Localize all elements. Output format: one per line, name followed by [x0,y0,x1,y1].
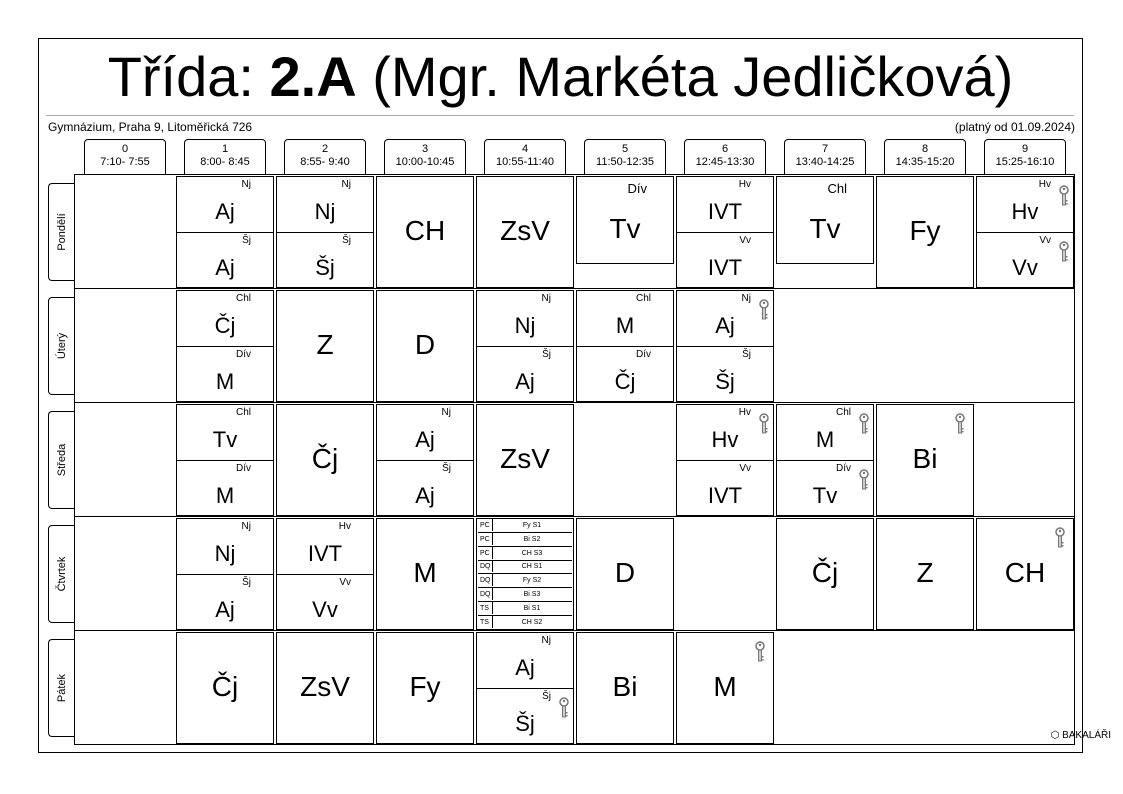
group-label: Šj [342,235,351,246]
subject: Čj [811,557,839,588]
lesson-cell[interactable] [476,404,574,516]
title-divider [46,115,1074,116]
period-number: 6 [721,143,729,155]
period-time: 14:35-15:20 [895,156,955,168]
group-row [478,560,572,574]
subject: CH [1004,557,1046,588]
group-label: Vv [1039,235,1051,246]
group-label: Dív [236,463,251,474]
lesson-half [377,460,473,516]
subject: Z [316,329,334,360]
key-icon [859,469,869,491]
lesson-cell[interactable] [676,176,774,288]
subject: ZsV [300,671,350,702]
period-header [184,139,266,174]
group-label: Chl [635,293,651,304]
lesson-cell[interactable] [176,404,274,516]
group-subject: Fy S1 [522,522,542,529]
lesson-cell[interactable] [376,290,474,402]
day-label [48,183,74,281]
group-subject: CH S1 [521,563,543,571]
key-icon [1055,527,1065,549]
subject: M [713,671,737,702]
subject: Bi [912,443,938,474]
period-number: 5 [621,143,629,155]
lesson-half [977,177,1073,232]
teacher-code: TS [480,602,493,614]
lesson-half [477,688,573,744]
group-label: Vv [739,463,751,474]
lesson-cell[interactable] [376,518,474,630]
period-number: 4 [521,143,529,155]
subject: Nj [514,313,536,338]
group-label: Vv [739,235,751,246]
lesson-cell[interactable] [976,518,1074,630]
hexagon-icon: ⬡ [1050,730,1060,741]
row-divider [74,288,1075,289]
lesson-cell[interactable] [876,518,974,630]
subject: Aj [515,655,535,680]
school-name: Gymnázium, Praha 9, Litoměřická 726 [48,120,253,134]
group-subject: Bi S2 [523,535,541,543]
subject: Aj [215,597,235,622]
teacher-code: PC [480,519,493,531]
teacher-code: DQ [480,574,493,586]
period-header [584,139,666,174]
subject: ZsV [500,215,550,246]
subject: Čj [311,443,339,474]
lesson-cell[interactable] [376,176,474,288]
lesson-half [977,232,1073,288]
subject: ZsV [500,443,550,474]
subject: IVT [307,541,343,566]
lesson-cell[interactable] [276,518,374,630]
subject: Tv [609,213,641,244]
group-label: Dív [836,463,851,474]
lesson-half [177,291,273,346]
lesson-half [477,346,573,402]
lesson-half [277,177,373,232]
lesson-half [577,346,673,402]
period-number: 3 [421,143,429,155]
subject: Aj [215,199,235,224]
group-label: Dív [236,349,251,360]
group-label: Dív [627,181,647,196]
group-label: Dív [636,349,651,360]
key-icon [559,697,569,719]
lesson-cell[interactable] [276,290,374,402]
lesson-cell[interactable] [576,518,674,630]
lesson-half [677,405,773,460]
group-row [478,547,572,561]
subject: Vv [1012,255,1038,280]
group-subject: CH S2 [521,618,543,626]
day-name: Úterý [55,332,68,360]
period-time: 11:50-12:35 [596,156,654,168]
subject: Fy [409,671,441,702]
lesson-half [577,291,673,346]
day-name: Čtvrtek [55,556,68,592]
group-row [478,602,572,616]
teacher-code: TS [480,616,493,628]
subject: Nj [214,541,236,566]
subject: Vv [312,597,338,622]
group-label: Nj [241,179,251,190]
day-name: Pátek [55,673,68,703]
row-divider [74,402,1075,403]
subject: M [215,483,235,508]
key-icon [859,413,869,435]
subject: Tv [812,483,838,508]
teacher-code: DQ [480,588,493,600]
group-subject: CH S3 [521,549,543,557]
lesson-cell[interactable] [776,176,874,264]
lesson-cell[interactable] [476,518,574,630]
subject: Šj [715,369,735,394]
period-number: 9 [1021,143,1029,155]
period-time: 15:25-16:10 [995,156,1055,168]
group-row [478,616,572,630]
period-header [884,139,966,174]
teacher-code: PC [480,547,493,559]
subject: Aj [415,427,435,452]
period-number: 8 [921,143,929,155]
lesson-cell[interactable] [276,176,374,288]
subject: M [215,369,235,394]
period-header [484,139,566,174]
period-header [984,139,1066,174]
subject: M [615,313,635,338]
lesson-half [277,519,373,574]
day-label [48,639,74,737]
lesson-cell[interactable] [476,632,574,744]
lesson-cell[interactable] [776,518,874,630]
period-number: 0 [121,143,129,155]
day-label [48,411,74,509]
subject: Bi [612,671,638,702]
subject: Aj [715,313,735,338]
period-time: 12:45-13:30 [695,156,755,168]
lesson-cell[interactable] [476,290,574,402]
lesson-cell[interactable] [676,404,774,516]
group-row [478,574,572,588]
group-label: Nj [441,407,451,418]
subject: IVT [707,199,743,224]
page-title: Třída: 2.A (Mgr. Markéta Jedličková) [107,45,1014,108]
group-label: Chl [235,407,251,418]
day-name: Pondělí [55,213,68,251]
period-time: 8:55- 9:40 [300,156,350,168]
valid-from: (platný od 01.09.2024) [954,120,1075,134]
lesson-half [677,460,773,516]
period-header [684,139,766,174]
period-time: 13:40-14:25 [795,156,855,168]
period-header [84,139,166,174]
lesson-cell[interactable] [876,404,974,516]
key-icon [759,413,769,435]
lesson-cell[interactable] [976,176,1074,288]
lesson-half [477,633,573,688]
group-label: Chl [235,293,251,304]
lesson-half [677,291,773,346]
subject: D [414,329,436,360]
subject: CH [404,215,446,246]
lesson-cell[interactable] [576,176,674,264]
lesson-half [777,405,873,460]
key-icon [755,641,765,663]
group-label: Nj [341,179,351,190]
subject: IVT [707,483,743,508]
period-number: 7 [821,143,829,155]
group-label: Hv [338,521,351,532]
lesson-cell[interactable] [876,176,974,288]
lesson-cell[interactable] [676,290,774,402]
lesson-half [177,177,273,232]
group-subject: Bi S3 [523,591,541,598]
period-time: 7:10- 7:55 [100,156,150,168]
group-label: Šj [742,349,751,360]
subject: Tv [809,213,841,244]
subject: Čj [211,671,239,702]
lesson-half [477,291,573,346]
lesson-cell[interactable] [276,404,374,516]
lesson-half [277,574,373,630]
subject: Fy [909,215,941,246]
subject: M [413,557,437,588]
group-label: Chl [835,407,851,418]
row-divider [74,630,1075,631]
lesson-half [177,346,273,402]
lesson-half [677,346,773,402]
lesson-cell[interactable] [476,176,574,288]
lesson-half [677,177,773,232]
group-label: Šj [242,235,251,246]
group-row [478,519,572,533]
group-label: Nj [541,635,551,646]
lesson-half [377,405,473,460]
lesson-half [677,232,773,288]
lesson-half [177,232,273,288]
key-icon [1059,241,1069,263]
key-icon [955,413,965,435]
group-label: Hv [1038,179,1051,190]
group-label: Hv [738,179,751,190]
day-label [48,297,74,395]
period-time: 10:00-10:45 [395,156,455,168]
group-label: Nj [241,521,251,532]
lesson-cell[interactable] [176,632,274,744]
group-subject: Bi S1 [523,604,541,612]
lesson-cell[interactable] [276,632,374,744]
period-number: 1 [221,143,229,155]
lesson-cell[interactable] [376,632,474,744]
lesson-cell[interactable] [676,632,774,744]
subject: D [614,557,636,588]
lesson-half [177,519,273,574]
brand-logo: ⬡ BAKALÁŘI [1050,730,1111,741]
subject: Šj [515,711,535,736]
group-row [478,588,572,602]
lesson-cell[interactable] [576,290,674,402]
group-row [478,533,572,547]
group-label: Nj [541,293,551,304]
lesson-half [177,460,273,516]
lesson-half [177,405,273,460]
subject: Šj [315,255,335,280]
period-header [784,139,866,174]
period-header [284,139,366,174]
subject: Z [916,557,934,588]
subject: Čj [214,313,236,338]
group-label: Šj [242,577,251,588]
group-subject: Fy S2 [522,577,542,585]
lesson-cell[interactable] [776,404,874,516]
day-name: Středa [55,443,68,477]
key-icon [1059,185,1069,207]
subject: Tv [212,427,238,452]
subject: Čj [614,369,636,394]
lesson-cell[interactable] [176,518,274,630]
subject: Hv [711,427,739,452]
group-label: Vv [339,577,351,588]
period-number: 2 [321,143,329,155]
lesson-half [177,574,273,630]
lesson-cell[interactable] [176,176,274,288]
teacher-code: PC [480,533,493,545]
lesson-half [777,460,873,516]
subject: Aj [415,483,435,508]
group-label: Šj [442,463,451,474]
lesson-cell[interactable] [176,290,274,402]
row-divider [74,516,1075,517]
lesson-cell[interactable] [576,632,674,744]
group-label: Hv [738,407,751,418]
lesson-half [277,232,373,288]
key-icon [759,299,769,321]
period-time: 8:00- 8:45 [200,156,250,168]
subject: Aj [215,255,235,280]
group-label: Šj [542,349,551,360]
subject: IVT [707,255,743,280]
subject: M [815,427,835,452]
group-label: Nj [741,293,751,304]
lesson-cell[interactable] [376,404,474,516]
period-time: 10:55-11:40 [496,156,554,168]
day-label [48,525,74,623]
period-header [384,139,466,174]
group-label: Šj [542,691,551,702]
teacher-code: DQ [480,560,493,572]
subject: Nj [314,199,336,224]
subject: Aj [515,369,535,394]
group-label: Chl [827,181,847,196]
subject: Hv [1011,199,1039,224]
